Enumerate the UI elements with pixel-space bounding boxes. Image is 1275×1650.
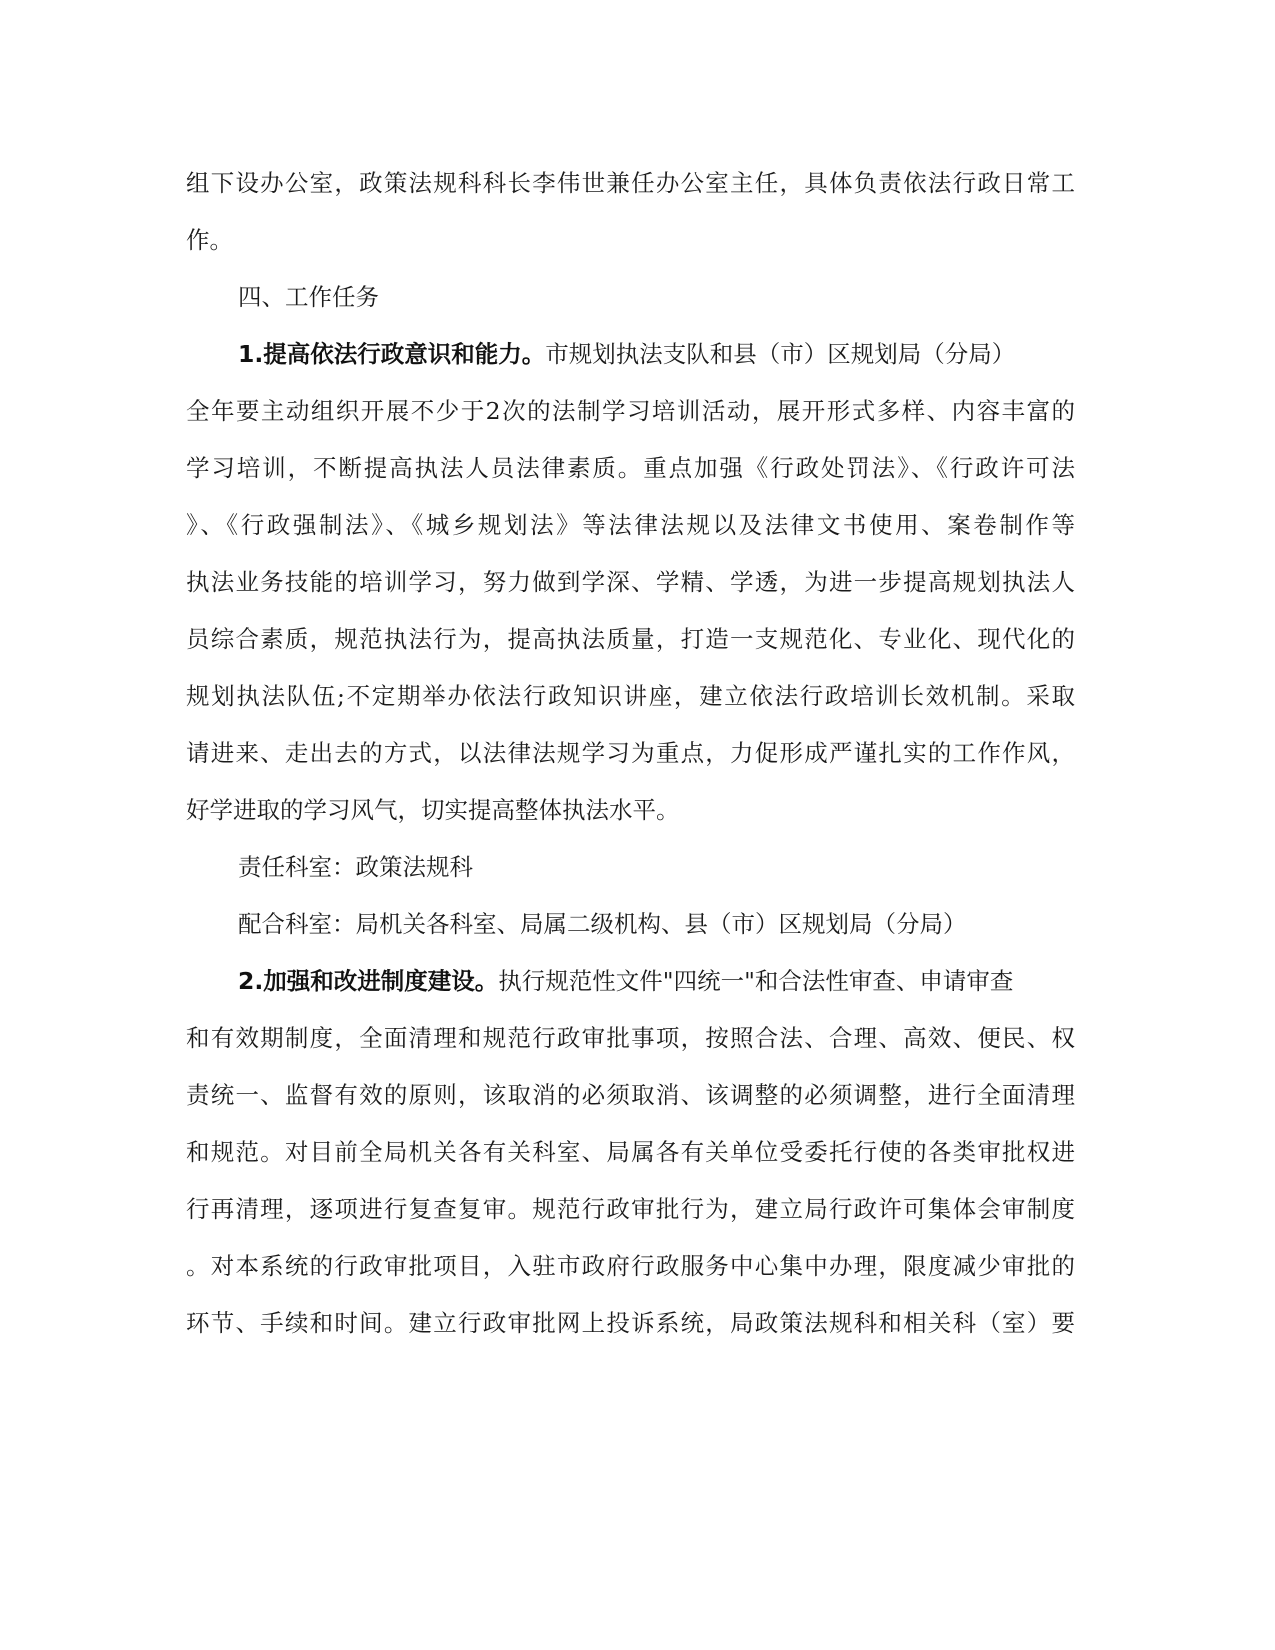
- body-text-line: 学习培训，不断提高执法人员法律素质。重点加强《行政处罚法》、《行政许可法: [186, 454, 1075, 482]
- body-text-line: 员综合素质，规范执法行为，提高执法质量，打造一支规范化、专业化、现代化的: [186, 625, 1075, 653]
- body-text-line: 执法业务技能的培训学习，努力做到学深、学精、学透，为进一步提高规划执法人: [186, 568, 1075, 596]
- body-text-line: 》、《行政强制法》、《城乡规划法》等法律法规以及法律文书使用、案卷制作等: [186, 511, 1075, 539]
- body-text-line: 组下设办公室，政策法规科科长李伟世兼任办公室主任，具体负责依法行政日常工: [186, 169, 1075, 197]
- body-text-line: 规划执法队伍;不定期举办依法行政知识讲座，建立依法行政培训长效机制。采取: [186, 682, 1075, 710]
- task-1-heading: 1.提高依法行政意识和能力。: [238, 340, 546, 368]
- cooperating-departments: 配合科室：局机关各科室、局属二级机构、县（市）区规划局（分局）: [238, 910, 967, 938]
- body-text-line: 。对本系统的行政审批项目，入驻市政府行政服务中心集中办理，限度减少审批的: [186, 1252, 1075, 1280]
- body-text-line: 作。: [186, 226, 233, 254]
- body-text-line: 执行规范性文件"四统一"和合法性审查、申请审查: [498, 967, 1014, 995]
- task-2-heading: 2.加强和改进制度建设。: [238, 967, 499, 995]
- body-text-line: 环节、手续和时间。建立行政审批网上投诉系统，局政策法规科和相关科（室）要: [186, 1309, 1075, 1337]
- task-2-paragraph-start: [238, 966, 1013, 996]
- body-text-line: 请进来、走出去的方式，以法律法规学习为重点，力促形成严谨扎实的工作作风，: [186, 739, 1075, 767]
- body-text-line: 好学进取的学习风气，切实提高整体执法水平。: [186, 796, 680, 824]
- responsible-department: 责任科室：政策法规科: [238, 853, 473, 881]
- body-text-line: 行再清理，逐项进行复查复审。规范行政审批行为，建立局行政许可集体会审制度: [186, 1195, 1075, 1223]
- body-text-line: 和有效期制度，全面清理和规范行政审批事项，按照合法、合理、高效、便民、权: [186, 1024, 1075, 1052]
- task-1-paragraph-start: [238, 339, 1015, 369]
- body-text-line: 责统一、监督有效的原则，该取消的必须取消、该调整的必须调整，进行全面清理: [186, 1081, 1075, 1109]
- section-heading: 四、工作任务: [238, 283, 379, 311]
- body-text-line: 全年要主动组织开展不少于2次的法制学习培训活动，展开形式多样、内容丰富的: [186, 397, 1075, 425]
- body-text-line: 和规范。对目前全局机关各有关科室、局属各有关单位受委托行使的各类审批权进: [186, 1138, 1075, 1166]
- body-text-line: 市规划执法支队和县（市）区规划局（分局）: [545, 340, 1016, 368]
